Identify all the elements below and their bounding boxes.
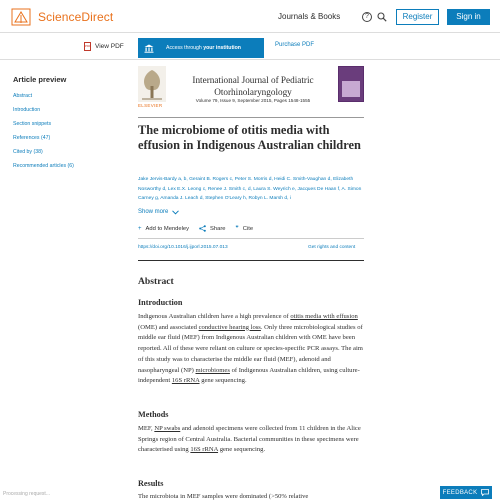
nav-item-section-snippets[interactable]: Section snippets	[13, 121, 52, 127]
logo-text: ScienceDirect	[38, 10, 114, 24]
sign-in-button[interactable]: Sign in	[447, 9, 490, 25]
methods-text: MEF, NP swabs and adenoid specimens were collected from 11 children in the Alice Springs region of Central Australia. Bacterial communities in these specimens were characterised using 16S rRNA gene sequencing.	[138, 425, 361, 454]
introduction-text: Indigenous Australian children have a high prevalence of otitis media with effusion (OME) and associated conductive hearing loss. Only three microbiological studies of middle ear fluid (MEF) from Indigenous Australian children with OME have been reported. All of these were reliant on culture or species-specific PCR assays. The aim of this study was to characterise the middle ear fluid (MEF), adenoid and nasopharyngeal (NP) microbiomes of Indigenous Australian children, using culture-independent 16S rRNA gene sequencing.	[138, 313, 363, 385]
microbiomes-link[interactable]: microbiomes	[195, 366, 230, 374]
nav-item-recommended[interactable]: Recommended articles (6)	[13, 163, 74, 169]
institution-icon	[144, 44, 154, 53]
divider	[138, 117, 364, 118]
add-to-mendeley-button[interactable]: + Add to Mendeley	[138, 225, 190, 232]
rrna-link[interactable]: 16S rRNA	[190, 446, 219, 454]
introduction-heading: Introduction	[138, 298, 183, 307]
show-more-button[interactable]	[138, 209, 179, 215]
np-swabs-link[interactable]: NP swabs	[154, 425, 181, 432]
top-header	[0, 0, 500, 33]
view-pdf-button[interactable]	[84, 42, 124, 51]
help-icon[interactable]: ?	[362, 12, 372, 22]
elsevier-tree-icon	[10, 7, 32, 27]
rrna-link[interactable]: 16S rRNA	[171, 377, 200, 385]
feedback-label: FEEDBACK	[442, 489, 478, 496]
share-button[interactable]: Share	[199, 225, 225, 232]
conductive-hearing-loss-link[interactable]: conductive hearing loss	[198, 323, 261, 331]
feedback-button[interactable]	[440, 486, 492, 499]
article-preview-heading: Article preview	[13, 75, 67, 84]
quote-icon: ❞	[235, 226, 239, 232]
show-more-label: Show more	[138, 209, 169, 215]
purchase-pdf-link[interactable]: Purchase PDF	[275, 42, 315, 48]
divider	[138, 238, 364, 239]
results-text: The microbiota in MEF samples were dominated (>50% relative	[138, 493, 309, 500]
sciencedirect-logo[interactable]	[10, 7, 113, 27]
abstract-heading: Abstract	[138, 276, 174, 287]
methods-heading: Methods	[138, 410, 169, 419]
doi-link[interactable]: https://doi.org/10.1016/j.ijporl.2015.07.013	[138, 245, 228, 250]
speech-bubble-icon	[481, 489, 489, 496]
cover-art	[342, 81, 360, 97]
elsevier-tree-logo-icon[interactable]	[138, 66, 166, 106]
rights-link[interactable]: Get rights and content	[308, 245, 356, 250]
article-title: The microbiome of otitis media with effusion in Indigenous Australian children	[138, 123, 361, 152]
journals-books-link[interactable]	[278, 12, 340, 21]
share-icon	[199, 225, 206, 232]
author-list[interactable]: Jake Jervis-Bardy a, b, Geraint B. Rogers c, Peter S. Morris d, Heidi C. Smith-Vaughan d, Elizabeth Nosworthy d, Lex E.X. Leong c, Renee J. Smith c, d, Laura S. Weyrich e, Jacques De Haan f, A. Simon Carney g, Amanda J. Leach d, Stephen O'Leary h, Robyn L. Marsh d, i	[138, 177, 362, 201]
otitis-media-link[interactable]: otitis media with effusion	[290, 313, 358, 320]
volume-issue-link[interactable]: Volume 79, Issue 9	[195, 98, 235, 103]
journals-books-label: Journals & Books	[278, 12, 341, 21]
journal-title-link[interactable]: International Journal of Pediatric Otorhinolaryngology	[192, 75, 314, 97]
nav-item-references[interactable]: References (47)	[13, 135, 51, 141]
journal-volume-info	[178, 98, 328, 103]
plus-icon: +	[138, 225, 142, 232]
elsevier-wordmark: ELSEVIER	[138, 103, 163, 108]
chevron-down-icon	[172, 210, 179, 215]
processing-status: Processing request...	[3, 491, 50, 497]
nav-item-abstract[interactable]: Abstract	[13, 93, 33, 99]
register-button[interactable]: Register	[396, 9, 439, 25]
journal-header	[138, 66, 364, 114]
divider	[138, 260, 364, 261]
pdf-icon: PDF	[84, 42, 91, 51]
nav-item-cited-by[interactable]: Cited by (38)	[13, 149, 43, 155]
volume-pages: , September 2015, Pages 1548-1555	[234, 98, 311, 103]
journal-cover-image[interactable]	[338, 66, 364, 102]
access-label: Access through your institution	[166, 45, 241, 51]
search-icon[interactable]	[377, 12, 387, 22]
nav-item-introduction[interactable]: Introduction	[13, 107, 41, 113]
access-institution-button[interactable]	[138, 38, 264, 58]
cite-button[interactable]: ❞ Cite	[235, 225, 254, 232]
article-actions	[138, 225, 253, 232]
view-pdf-label: View PDF	[95, 43, 124, 50]
results-heading: Results	[138, 479, 164, 488]
